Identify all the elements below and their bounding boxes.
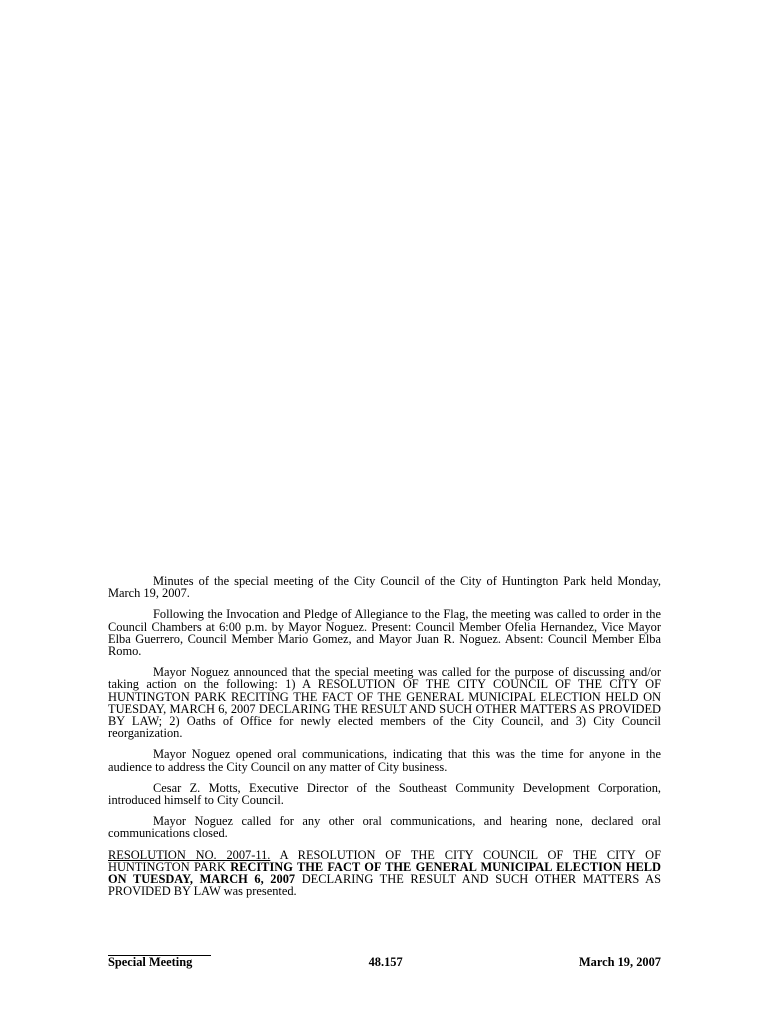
paragraph-speaker: Cesar Z. Motts, Executive Director of the Southeast Community Development Corporation, introduced himself to City Council. (108, 780, 661, 808)
paragraph-resolution (108, 849, 661, 898)
paragraph-opening: Minutes of the special meeting of the City Council of the City of Huntington Park held Monday, March 19, 2007. (108, 574, 661, 601)
minutes-body (108, 575, 661, 906)
paragraph-oral-communications-closed: Mayor Noguez called for any other oral communications, and hearing none, declared oral communications closed. (108, 814, 661, 841)
paragraph-meeting-purpose: Mayor Noguez announced that the special meeting was called for the purpose of discussing and/or taking action on the following: 1) A RESOLUTION OF THE CITY COUNCIL OF THE CITY OF HUNTINGTON PARK RECITING THE FACT OF THE GENERAL MUNICIPAL ELECTION HELD ON TUESDAY, MARCH 6, 2007 DECLARING THE RESULT AND SUCH OTHER MATTERS AS PROVIDED BY LAW; 2) Oaths of Office for newly elected members of the City Council, and 3) City Council reorganization. (108, 665, 661, 741)
paragraph-call-to-order: Following the Invocation and Pledge of Allegiance to the Flag, the meeting was called to order in the Council Chambers at 6:00 p.m. by Mayor Noguez. Present: Council Member Ofelia Hernandez, Vice Mayor Elba Guerrero, Council Member Mario Gomez, and Mayor Juan R. Noguez. Absent: Council Member Elba Romo. (108, 607, 661, 659)
footer-date: March 19, 2007 (578, 955, 661, 969)
page-footer (108, 955, 661, 970)
resolution-title-bold: RECITING THE FACT OF THE GENERAL MUNICIPAL ELECTION HELD ON TUESDAY, MARCH 6, 2007 (108, 859, 661, 887)
resolution-text-start: A RESOLUTION OF THE CITY COUNCIL OF THE CITY OF HUNTINGTON PARK (108, 847, 661, 874)
paragraph-oral-communications-open: Mayor Noguez opened oral communications, indicating that this was the time for anyone in the audience to address the City Council on any matter of City business. (108, 747, 661, 774)
footer-page-number: 48.157 (368, 955, 403, 969)
footer-meeting-type: Special Meeting (108, 955, 193, 969)
resolution-number: RESOLUTION NO. 2007-11. (108, 847, 271, 862)
resolution-text-end: DECLARING THE RESULT AND SUCH OTHER MATTERS AS PROVIDED BY LAW was presented. (108, 872, 661, 899)
